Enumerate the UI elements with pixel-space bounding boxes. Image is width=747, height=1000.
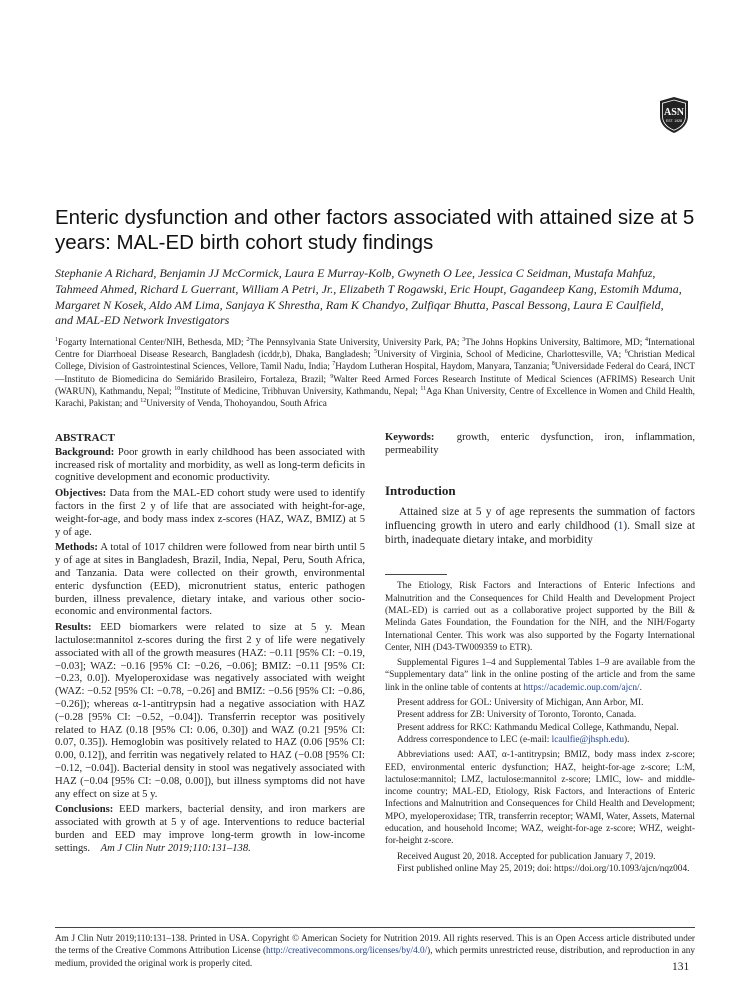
affiliation-text: Christian Medical College, Division of Gastrointestinal Sciences, Vellore, Tamil Nadu, India; bbox=[55, 349, 696, 372]
affiliation-marker: 3 bbox=[462, 336, 466, 343]
background-text: Poor growth in early childhood has been associated with increased risk of mortality and morbidity, as well as long-term deficits in cognitive development and economic productivity. bbox=[55, 446, 365, 484]
author-name: Gagandeep Kang, bbox=[509, 281, 597, 296]
abstract-objectives bbox=[55, 488, 365, 539]
right-column bbox=[385, 432, 695, 878]
affiliation-marker: 11 bbox=[420, 385, 427, 392]
page-number: 131 bbox=[672, 961, 690, 973]
abbreviations-note: Abbreviations used: AAT, α-1-antitrypsin; BMIZ, body mass index z-score; EED, environmental enteric dysfunction; HAZ, height-for-age z-score; L:M, lactulose:mannitol; LMZ, lactulose:mannitol z-score; LMIC, low- and middle-income country; MAL-ED, Etiology, Risk Factors, and Interactions of Enteric Infections and Malnutrition and Consequences for Child Health and Development; MPO, myeloperoxidase; TfR, transferrin receptor; WAMI, Water, Assets, Maternal education, and household Income; WAZ, weight-for-age z-score; WHZ, weight-for-height z-score. bbox=[385, 750, 695, 847]
license-link[interactable]: http://creativecommons.org/licenses/by/4.0/ bbox=[266, 945, 428, 956]
introduction-heading: Introduction bbox=[385, 482, 456, 498]
abstract-heading: ABSTRACT bbox=[55, 432, 115, 444]
author-name: Tahmeed Ahmed, bbox=[55, 281, 137, 296]
author-name: Sanjaya K Shrestha, bbox=[225, 297, 323, 312]
keywords-label: Keywords: bbox=[385, 432, 435, 443]
methods-text: A total of 1017 children were followed from near birth until 5 y of age at sites in Bangladesh, Brazil, India, Nepal, Peru, South Africa, and Tanzania. Data were collected on their growth, environmental enteric dysfunction (EED), micronutrient status, enteric pathogen burden, illness prevalence, dietary intake, and various other socio-economic and environmental factors. bbox=[55, 542, 365, 618]
asn-logo-icon bbox=[657, 96, 691, 134]
author-name: Zulfiqar Bhutta, bbox=[411, 297, 489, 312]
author-name: Ram K Chandyo, bbox=[325, 297, 409, 312]
affiliation-text: Universidade Federal do Ceará, INCT—Instituto de Biomedicina do Semiárido Brasileiro, Fortaleza, Brazil; bbox=[55, 361, 696, 384]
results-label: Results: bbox=[55, 622, 92, 634]
reference-link[interactable]: 1 bbox=[617, 520, 624, 533]
results-text: EED biomarkers were related to size at 5 y. Mean lactulose:mannitol z-scores during the first 2 y of life were negatively associated with all of the growth measures (HAZ: −0.11 [95% CI: −0.19, −0.03]; WAZ: −0.16 [95% CI: −0.26, −0.06]; BMIZ: −0.11 [95% CI: −0.23, 0.0]). Myeloperoxidase was negatively associated with weight (WAZ: −0.52 [95% CI: −0.78, −0.26] and BMIZ: −0.56 [95% CI: −0.86, −0.26]); whereas α-1-antitrypsin had a negative association with HAZ (−0.28 [95% CI: −0.52, −0.04]). Transferrin receptor was positively related to HAZ (0.18 [95% CI: 0.06, 0.30]) and WAZ (0.21 [95% CI: 0.07, 0.35]). Hemoglobin was positively related to HAZ (0.06 [95% CI: 0.00, 0.12]), and ferritin was negatively related to HAZ (−0.08 [95% CI: −0.12, −0.04]). Bacterial density in stool was negatively associated with HAZ (−0.04 [95% CI: −0.08, 0.00]), but illness symptoms did not have any effect on size at 5 y. bbox=[55, 622, 365, 800]
objectives-label: Objectives: bbox=[55, 488, 107, 500]
first-published-note: First published online May 25, 2019; doi: https://doi.org/10.1093/ajcn/nqz004. bbox=[397, 863, 690, 874]
author-name: Elizabeth T Rogawski, bbox=[339, 281, 447, 296]
author-name: Margaret N Kosek, bbox=[55, 297, 147, 312]
author-name: Mustafa Mahfuz, bbox=[574, 266, 656, 280]
article-title: Enteric dysfunction and other factors associated with attained size at 5 years: MAL-ED birth cohort study findings bbox=[55, 206, 695, 254]
affiliation-text: Fogarty International Center/NIH, Bethesda, MD; bbox=[58, 337, 244, 347]
affiliation-text: Walter Reed Armed Forces Research Institute of Medical Sciences (AFRIMS) Research Unit (WARUN), Kathmandu, Nepal; bbox=[55, 373, 696, 396]
conclusions-label: Conclusions: bbox=[55, 804, 114, 816]
abstract-methods bbox=[55, 542, 365, 619]
logo-label: ASN bbox=[663, 107, 685, 118]
affiliation-marker: 2 bbox=[246, 336, 250, 343]
affiliation-text: International Centre for Diarrhoeal Disease Research, Bangladesh (icddr,b), Dhaka, Bangladesh; bbox=[55, 337, 695, 360]
affiliation-text: Aga Khan University, Centre of Excellence in Women and Child Health, Karachi, Pakistan; and bbox=[55, 385, 695, 409]
affiliation-text: The Johns Hopkins University, Baltimore, MD; bbox=[465, 337, 643, 347]
author-name: William A Petri, Jr., bbox=[241, 281, 337, 296]
affiliation-text: Haydom Lutheran Hospital, Haydom, Manyara, Tanzania; bbox=[335, 361, 550, 372]
abstract-conclusions bbox=[55, 804, 365, 855]
address-gol: Present address for GOL: University of Michigan, Ann Arbor, MI. bbox=[397, 698, 644, 709]
correspondence-email-link[interactable]: lcaulfie@jhsph.edu bbox=[551, 734, 624, 745]
author-list bbox=[55, 266, 695, 329]
author-name: Laura E Murray-Kolb, bbox=[284, 266, 395, 280]
address-rkc: Present address for RKC: Kathmandu Medical College, Kathmandu, Nepal. bbox=[397, 722, 679, 733]
affiliation-text: The Pennsylvania State University, University Park, PA; bbox=[249, 337, 460, 347]
author-name: Aldo AM Lima, bbox=[149, 297, 223, 312]
supplemental-link[interactable]: https://academic.oup.com/ajcn/ bbox=[523, 682, 640, 693]
affiliation-marker: 12 bbox=[140, 397, 147, 404]
abstract-background bbox=[55, 447, 365, 485]
author-name: Benjamin JJ McCormick, bbox=[159, 266, 282, 280]
author-name: Stephanie A Richard, bbox=[55, 266, 157, 280]
author-name: Jessica C Seidman, bbox=[478, 266, 572, 280]
author-name: and MAL-ED Network Investigators bbox=[55, 313, 230, 328]
abstract-citation: Am J Clin Nutr 2019;110:131–138. bbox=[100, 842, 251, 854]
methods-label: Methods: bbox=[55, 542, 98, 554]
affiliation-marker: 10 bbox=[174, 385, 181, 392]
funding-note: The Etiology, Risk Factors and Interactions of Enteric Infections and Malnutrition and the Consequences for Child Health and Development Project (MAL-ED) is carried out as a collaborative project supported by the Bill & Melinda Gates Foundation, the Foundation for the NIH, and the NIH/Fogarty International Center. This work was also supported by the Fogarty International Center, NIH (D43-TW009359 to ETR). bbox=[385, 581, 695, 653]
affiliation-marker: 4 bbox=[645, 336, 649, 343]
keywords bbox=[385, 432, 695, 458]
author-name: Laura E Caulfield, bbox=[573, 297, 664, 312]
author-name: Pascal Bessong, bbox=[491, 297, 571, 312]
introduction-text: Attained size at 5 y of age represents the summation of factors influencing growth in utero and early childhood (1). Small size at birth, inadequate dietary intake, and morbidity bbox=[385, 506, 695, 547]
abstract-results bbox=[55, 622, 365, 801]
author-name: Estomih Mduma, bbox=[599, 281, 682, 296]
objectives-text: Data from the MAL-ED cohort study were used to identify factors in the first 2 y of life that are associated with height-for-age, weight-for-age, and body mass index z-scores (HAZ, WAZ, BMIZ) at 5 y of age. bbox=[55, 488, 365, 538]
footnote-divider bbox=[385, 574, 447, 575]
correspondence-note: Address correspondence to LEC (e-mail: lcaulfie@jhsph.edu). bbox=[397, 734, 630, 745]
author-name: Gwyneth O Lee, bbox=[397, 266, 476, 280]
affiliation-text: University of Venda, Thohoyandou, South Africa bbox=[146, 398, 327, 409]
supplemental-note: Supplemental Figures 1–4 and Supplemental Tables 1–9 are available from the “Supplementary data” link in the online posting of the article and from the same link in the online table of contents at https://academic.oup.com/ajcn/. bbox=[385, 658, 695, 693]
logo-subtitle: EST. 1928 bbox=[665, 119, 683, 123]
received-note: Received August 20, 2018. Accepted for publication January 7, 2019. bbox=[397, 851, 656, 862]
affiliation-marker: 7 bbox=[332, 361, 336, 368]
address-zb: Present address for ZB: University of Toronto, Toronto, Canada. bbox=[397, 710, 637, 721]
affiliation-marker: 6 bbox=[624, 349, 628, 356]
keywords-text: growth, enteric dysfunction, iron, inflammation, permeability bbox=[385, 432, 695, 456]
author-name: Richard L Guerrant, bbox=[140, 281, 239, 296]
author-name: Eric Houpt, bbox=[449, 281, 507, 296]
background-label: Background: bbox=[55, 446, 115, 458]
affiliation-marker: 1 bbox=[55, 336, 58, 343]
abstract-column bbox=[55, 432, 365, 859]
affiliation-text: Institute of Medicine, Tribhuvan University, Kathmandu, Nepal; bbox=[180, 385, 418, 396]
copyright-footer: Am J Clin Nutr 2019;110:131–138. Printed in USA. Copyright © American Society for Nutrition 2019. All rights reserved. This is an Open Access article distributed under the terms of the Creative Commons Attribution License (http://creativecommons.org/licenses/by/4.0/), which permits unrestricted reuse, distribution, and reproduction in any medium, provided the original work is properly cited. bbox=[55, 927, 695, 969]
conclusions-text: EED markers, bacterial density, and iron markers are associated with growth at 5 y of age. Interventions to reduce bacterial burden and EED may improve long-term growth in low-income settings. bbox=[55, 804, 365, 854]
affiliation-marker: 8 bbox=[551, 361, 555, 368]
affiliation-marker: 5 bbox=[374, 349, 378, 356]
affiliation-marker: 9 bbox=[330, 373, 334, 380]
affiliations bbox=[55, 336, 695, 409]
affiliation-text: University of Virginia, School of Medicine, Charlottesville, VA; bbox=[377, 349, 622, 360]
